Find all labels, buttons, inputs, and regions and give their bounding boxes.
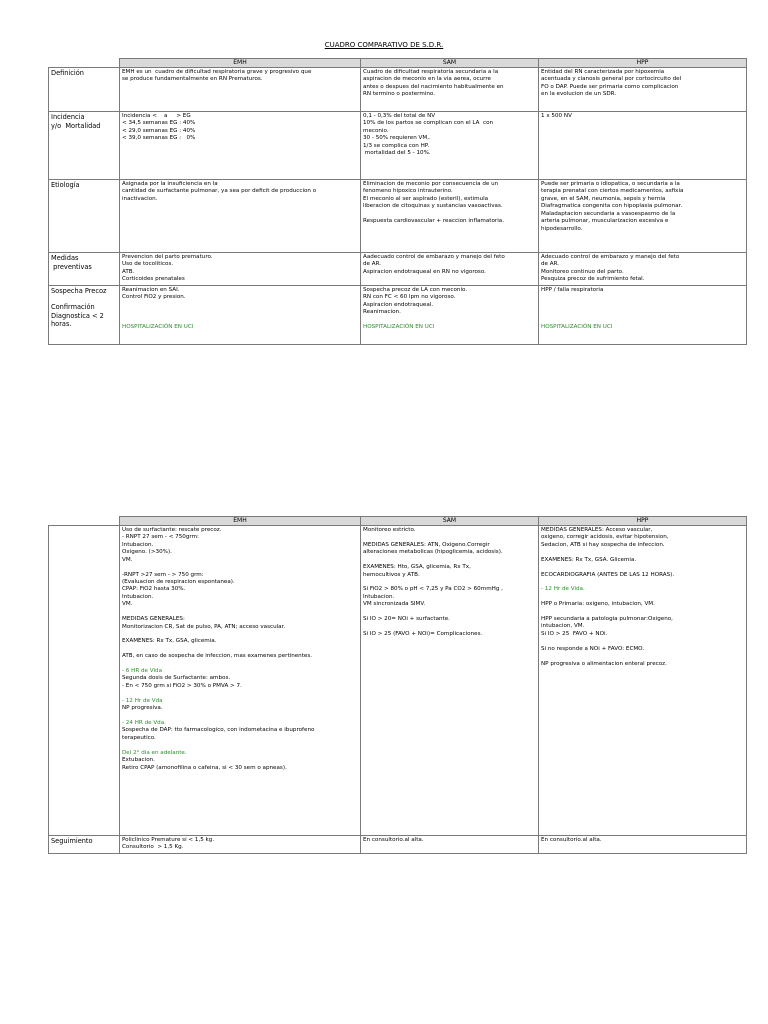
cell-sam-line bbox=[363, 211, 536, 218]
cell-hpp-line: en la evolucion de un SDR. bbox=[541, 91, 617, 98]
cell-emh-line bbox=[122, 690, 358, 697]
cell-hpp-line bbox=[541, 609, 744, 616]
cell-emh-line: Retiro CPAP (amonofilina o cafeina, si < 30 sem o apneas). bbox=[122, 764, 287, 771]
cell-emh-line: HOSPITALIZACIÓN EN UCI bbox=[122, 323, 194, 330]
cell-emh-line: - RNPT 27 sem - < 750grm: bbox=[122, 534, 199, 541]
cell-hpp bbox=[539, 285, 747, 344]
row-label-line: Medidas bbox=[51, 253, 79, 262]
cell-hpp-line bbox=[541, 302, 744, 309]
cell-sam-line: 30 - 50% requieren VM,. bbox=[363, 135, 431, 142]
row-label: Seguimiento bbox=[49, 835, 120, 853]
cell-emh-line: -RNPT >27 sem - > 750 grm: bbox=[122, 571, 204, 578]
cell-sam-line bbox=[363, 316, 536, 323]
corner-cell bbox=[49, 59, 120, 68]
cell-emh-line bbox=[122, 631, 358, 638]
cell-hpp-line: MEDIDAS GENERALES: Acceso vascular, bbox=[541, 526, 653, 533]
cell-sam-line bbox=[363, 609, 536, 616]
treatment-table bbox=[48, 516, 747, 854]
cell-hpp-line: grave, en el SAM, neumonia, sepsis y hernia bbox=[541, 195, 666, 202]
cell-emh-line bbox=[122, 742, 358, 749]
cell-sam-line bbox=[363, 557, 536, 564]
cell-hpp bbox=[539, 67, 747, 111]
cell-emh-line bbox=[122, 309, 358, 316]
cell-sam bbox=[361, 285, 539, 344]
cell-hpp-line bbox=[541, 316, 744, 323]
cell-sam-line: Monitoreo estricto. bbox=[363, 526, 416, 533]
cell-emh-line: VM. bbox=[122, 601, 133, 608]
cell-emh-line: ATB, en caso de sospecha de infeccion, mas examenes pertinentes. bbox=[122, 653, 313, 660]
cell-emh-line: Intubacion. bbox=[122, 541, 154, 548]
cell-emh-line: Asignada por la insuficiencia en la bbox=[122, 180, 218, 187]
cell-sam bbox=[361, 835, 539, 853]
row-label bbox=[49, 111, 120, 179]
cell-emh-line bbox=[122, 609, 358, 616]
cell-emh bbox=[120, 525, 361, 835]
cell-emh bbox=[120, 285, 361, 344]
table-row bbox=[49, 67, 747, 111]
cell-hpp-line: de AR. bbox=[541, 261, 560, 268]
cell-sam-line: Aspiracion endotraqueal en RN no vigoroso. bbox=[363, 268, 486, 275]
cell-sam-line: alteraciones metabolicas (hipoglicemia, acidosis). bbox=[363, 549, 503, 556]
cell-emh-line: EXAMENES: Rx Tx, GSA, glicemia. bbox=[122, 638, 217, 645]
cell-emh-line: Prevencion del parto prematuro. bbox=[122, 253, 213, 260]
cell-hpp bbox=[539, 835, 747, 853]
cell-sam-line: Aadecuado control de embarazo y manejo del feto bbox=[363, 253, 505, 260]
cell-hpp-line: Si IO > 25 FAVO + NOi. bbox=[541, 630, 608, 637]
column-header-sam: SAM bbox=[361, 517, 539, 526]
cell-sam bbox=[361, 525, 539, 835]
row-label-line: horas. bbox=[51, 320, 72, 329]
column-header-hpp: HPP bbox=[539, 59, 747, 68]
cell-sam-line: mortalidad del 5 - 10%. bbox=[363, 150, 431, 157]
cell-hpp-line: FO o DAP. Puede ser primaria como complicacion bbox=[541, 83, 679, 90]
cell-sam-line: RN termino o postermino. bbox=[363, 91, 436, 98]
cell-emh-line: MEDIDAS GENERALES: bbox=[122, 616, 185, 623]
cell-hpp bbox=[539, 525, 747, 835]
cell-hpp-line: Maladaptacion secundaria a vasoespasmo de la bbox=[541, 210, 676, 217]
cell-hpp-line: HPP secundaria a patologia pulmonar:Oxigeno, bbox=[541, 615, 673, 622]
cell-sam-line: meconio. bbox=[363, 127, 389, 134]
cell-sam-line: EXAMENES: Hto, GSA, glicemia, Rx Tx, bbox=[363, 564, 471, 571]
table-row bbox=[49, 835, 747, 853]
cell-sam-line: 0,1 - 0,3% del total de NV bbox=[363, 112, 436, 119]
cell-emh-line: Monitorizacion CR, Sat de pulso, PA, ATN; acceso vascular. bbox=[122, 623, 286, 630]
column-header-hpp: HPP bbox=[539, 517, 747, 526]
cell-sam bbox=[361, 111, 539, 179]
row-label bbox=[49, 67, 120, 111]
cell-hpp-line bbox=[541, 638, 744, 645]
cell-sam-line: de AR. bbox=[363, 261, 382, 268]
cell-emh-line bbox=[122, 564, 358, 571]
cell-hpp-line: acentuada y cianosis general por cortocircuito del bbox=[541, 76, 682, 83]
cell-hpp-line: HOSPITALIZACIÓN EN UCI bbox=[541, 323, 613, 330]
cell-emh bbox=[120, 252, 361, 285]
cell-hpp-line: Si no responde a NOi + FAVO: ECMO. bbox=[541, 645, 645, 652]
row-label-line: Definición bbox=[51, 68, 84, 77]
row-label-line: Confirmación bbox=[51, 302, 95, 311]
row-label bbox=[49, 179, 120, 252]
comparison-table bbox=[48, 58, 747, 345]
cell-sam-line: Aspiracion endotraqueal. bbox=[363, 301, 434, 308]
cell-emh-line: - 6 HR de Vida bbox=[122, 668, 163, 675]
cell-sam bbox=[361, 179, 539, 252]
cell-sam-line bbox=[363, 579, 536, 586]
cell-emh-line: CPAP: FiO2 hasta 30%. bbox=[122, 586, 186, 593]
cell-emh-line: Del 2° dia en adelante. bbox=[122, 749, 187, 756]
cell-emh-line: Consultorio > 1,5 Kg. bbox=[122, 844, 184, 851]
cell-sam-line: hemocultivos y ATB. bbox=[363, 571, 420, 578]
cell-hpp bbox=[539, 111, 747, 179]
row-label-line: Diagnostica < 2 bbox=[51, 311, 104, 320]
cell-sam-line: Intubacion. bbox=[363, 593, 395, 600]
cell-hpp-line: Adecuado control de embarazo y manejo del feto bbox=[541, 253, 680, 260]
cell-emh-line: - En < 750 grm si FiO2 > 30% o PMVA > 7. bbox=[122, 682, 242, 689]
cell-sam-line: fenomeno hipoxico intrauterino. bbox=[363, 188, 453, 195]
cell-sam-line bbox=[363, 534, 536, 541]
cell-sam-line: Cuadro de dificultad respiratoria secundaria a la bbox=[363, 68, 499, 75]
column-header-emh: EMH bbox=[120, 59, 361, 68]
cell-sam-line: Si IO > 25 (FAVO + NOi)= Complicaciones. bbox=[363, 630, 483, 637]
cell-sam bbox=[361, 67, 539, 111]
table-row bbox=[49, 285, 747, 344]
cell-sam-line: Si FiO2 > 80% o pH < 7,25 y Pa CO2 > 60mmHg , bbox=[363, 586, 503, 593]
cell-hpp-line: Entidad del RN caracterizada por hipoxemia bbox=[541, 68, 665, 75]
cell-sam-line: MEDIDAS GENERALES: ATN, Oxigeno.Corregir bbox=[363, 541, 490, 548]
cell-hpp bbox=[539, 179, 747, 252]
cell-sam-line: aspiracion de meconio en la via aerea, ocurre bbox=[363, 76, 491, 83]
cell-hpp-line bbox=[541, 653, 744, 660]
cell-emh-line: Segunda dosis de Surfactante: ambos. bbox=[122, 675, 231, 682]
cell-hpp-line bbox=[541, 594, 744, 601]
row-label-line: Sospecha Precoz bbox=[51, 286, 107, 295]
cell-emh-line: Uso de surfactante: rescate precoz. bbox=[122, 526, 222, 533]
cell-hpp-line bbox=[541, 309, 744, 316]
row-label-line bbox=[51, 295, 117, 302]
row-label-line: Etiología bbox=[51, 180, 80, 189]
cell-emh-line bbox=[122, 646, 358, 653]
cell-hpp-line bbox=[541, 564, 744, 571]
cell-emh-line: Incidencia < a > EG bbox=[122, 112, 191, 119]
cell-emh-line: Uso de tocoliticos. bbox=[122, 261, 174, 268]
cell-emh-line: < 39,0 semanas EG : 0% bbox=[122, 135, 196, 142]
table-row bbox=[49, 525, 747, 835]
cell-emh bbox=[120, 179, 361, 252]
cell-hpp-line bbox=[541, 579, 744, 586]
cell-sam bbox=[361, 252, 539, 285]
cell-hpp-line: EXAMENES: Rx Tx, GSA. Glicemia. bbox=[541, 556, 637, 563]
cell-emh-line bbox=[122, 713, 358, 720]
cell-hpp-line: NP progresiva o alimentacion enteral precoz. bbox=[541, 660, 667, 667]
cell-emh-line: Sospecha de DAP: tto farmacologico, con indometacina e ibuprofeno bbox=[122, 727, 315, 734]
cell-emh bbox=[120, 111, 361, 179]
cell-sam-line: En consultorio.al alta. bbox=[363, 836, 424, 843]
cell-sam-line: liberacion de citoquinas y sustancias vasoactivas. bbox=[363, 203, 503, 210]
cell-hpp-line: intubacion, VM. bbox=[541, 623, 585, 630]
row-label bbox=[49, 525, 120, 835]
cell-emh-line: - 12 Hr de Vda bbox=[122, 697, 163, 704]
corner-cell bbox=[49, 517, 120, 526]
cell-emh-line: - 24 HR de Vda. bbox=[122, 720, 166, 727]
table-row bbox=[49, 179, 747, 252]
cell-sam-line: Reanimacion. bbox=[363, 309, 401, 316]
row-label-line: y/o Mortalidad bbox=[51, 121, 101, 130]
cell-hpp-line: En consultorio.al alta. bbox=[541, 836, 602, 843]
row-label bbox=[49, 285, 120, 344]
cell-sam-line bbox=[363, 623, 536, 630]
cell-hpp-line: oxigeno, corregir acidosis, evitar hipotension, bbox=[541, 534, 669, 541]
cell-hpp-line: - 12 Hr de Vida. bbox=[541, 586, 585, 593]
cell-sam-line: Respuesta cardiovascular + reaccion inflamatoria. bbox=[363, 218, 504, 225]
cell-emh-line bbox=[122, 316, 358, 323]
cell-hpp-line: Diafragmatica congenita con hipoplasia pulmonar. bbox=[541, 203, 683, 210]
cell-hpp-line bbox=[541, 294, 744, 301]
cell-hpp-line: terapia prenatal con ciertos medicamentos, asfixia bbox=[541, 188, 684, 195]
table-row bbox=[49, 111, 747, 179]
row-label-line: preventivas bbox=[51, 262, 92, 271]
cell-emh-line: inactivacion. bbox=[122, 195, 158, 202]
cell-emh-line bbox=[122, 302, 358, 309]
row-label bbox=[49, 252, 120, 285]
cell-emh-line: ATB. bbox=[122, 268, 135, 275]
cell-sam-line: 1/3 se complica con HP. bbox=[363, 142, 430, 149]
cell-emh bbox=[120, 67, 361, 111]
cell-emh-line: < 34,5 semanas EG : 40% bbox=[122, 120, 196, 127]
cell-emh-line: Oxigeno. (>30%). bbox=[122, 549, 172, 556]
cell-hpp-line: Monitoreo continuo del parto. bbox=[541, 268, 624, 275]
cell-sam-line: HOSPITALIZACIÓN EN UCI bbox=[363, 323, 435, 330]
cell-sam-line: antes o despues del nacimiento habitualmente en bbox=[363, 83, 504, 90]
cell-sam-line: El meconio al ser aspirado (esteril), estimula bbox=[363, 195, 489, 202]
cell-sam-line: Sospecha precoz de LA con meconio. bbox=[363, 286, 468, 293]
cell-emh-line: Control FiO2 y presion. bbox=[122, 294, 186, 301]
cell-sam-line: Si IO > 20= NOi + surfactante. bbox=[363, 616, 450, 623]
cell-emh-line: Corticoides prenatales bbox=[122, 276, 185, 283]
cell-hpp-line: arteria pulmonar, muscularizacion excesiva e bbox=[541, 218, 669, 225]
column-header-emh: EMH bbox=[120, 517, 361, 526]
cell-hpp-line: Pesquiza precoz de sufrimiento fetal. bbox=[541, 276, 645, 283]
cell-emh-line: Reanimacion en SAI. bbox=[122, 286, 180, 293]
cell-hpp-line: hipodesarrollo. bbox=[541, 225, 583, 232]
cell-emh-line: Extubacion. bbox=[122, 757, 155, 764]
cell-emh-line: < 29,0 semanas EG : 40% bbox=[122, 127, 196, 134]
cell-hpp bbox=[539, 252, 747, 285]
cell-emh-line: NP progresiva. bbox=[122, 705, 163, 712]
cell-emh-line: VM. bbox=[122, 556, 133, 563]
cell-hpp-line: Sedacion, ATB si hay sospecha de infeccion. bbox=[541, 541, 665, 548]
cell-hpp-line: Puede ser primaria o idiopatica, o secundaria a la bbox=[541, 180, 680, 187]
cell-emh-line: Policlinico Premature si < 1,5 kg. bbox=[122, 836, 215, 843]
cell-sam-line: VM sincronizada SIMV. bbox=[363, 601, 426, 608]
cell-emh-line: (Evaluacion de respiracion espontanea). bbox=[122, 578, 235, 585]
cell-sam-line: Eliminacion de meconio por consecuencia de un bbox=[363, 180, 499, 187]
cell-hpp-line: HPP / falla respiratoria bbox=[541, 286, 604, 293]
document-title: CUADRO COMPARATIVO DE S.D.R. bbox=[324, 41, 444, 49]
cell-emh-line: terapeutico. bbox=[122, 734, 156, 741]
column-header-sam: SAM bbox=[361, 59, 539, 68]
cell-emh bbox=[120, 835, 361, 853]
cell-emh-line: cantidad de surfactante pulmonar, ya sea por deficit de produccion o bbox=[122, 188, 317, 195]
cell-hpp-line: ECOCARDIOGRAFIA (ANTES DE LAS 12 HORAS). bbox=[541, 571, 675, 578]
cell-emh-line: Intubacion. bbox=[122, 593, 154, 600]
cell-sam-line: 10% de los partos se complican con el LA con bbox=[363, 120, 494, 127]
cell-emh-line: se produce fundamentalmente en RN Prematuros. bbox=[122, 76, 263, 83]
cell-hpp-line: 1 x 500 NV bbox=[541, 112, 572, 119]
cell-emh-line: EMH es un cuadro de dificultad respiratoria grave y progresivo que bbox=[122, 68, 312, 75]
table-row bbox=[49, 252, 747, 285]
cell-hpp-line: HPP o Primaria: oxigeno, intubacion, VM. bbox=[541, 601, 655, 608]
cell-hpp-line bbox=[541, 549, 744, 556]
cell-emh-line bbox=[122, 661, 358, 668]
row-label-line: Incidencia bbox=[51, 112, 85, 121]
cell-sam-line: RN con FC < 60 lpm no vigoroso. bbox=[363, 294, 456, 301]
